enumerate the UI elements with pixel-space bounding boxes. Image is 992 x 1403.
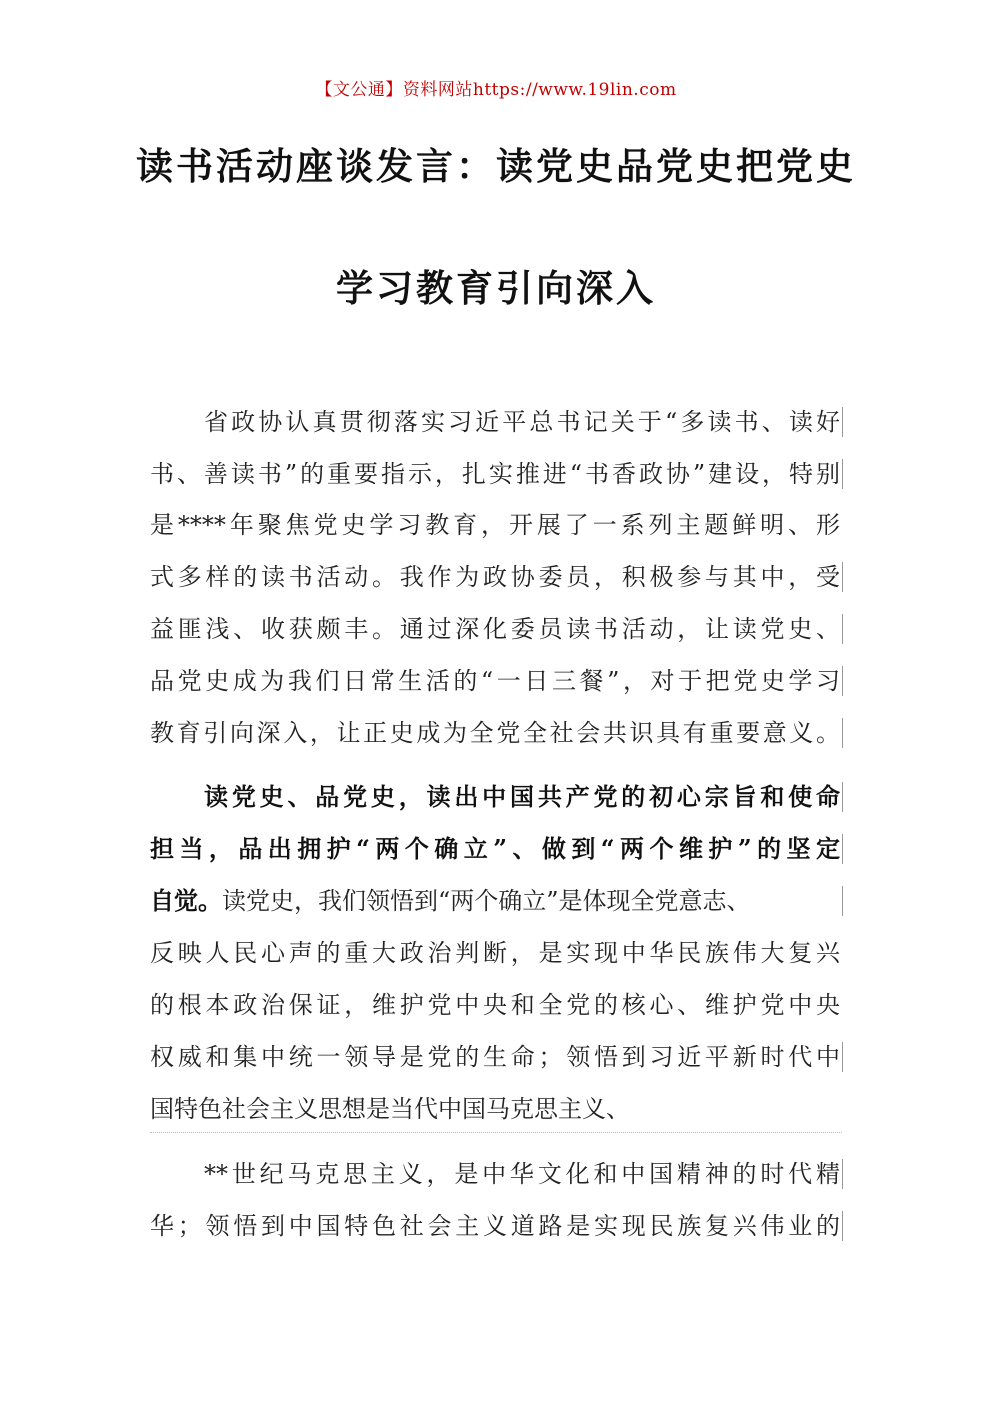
p1-line-5: 益匪浅、收获颇丰。通过深化委员读书活动，让读党史、 [150,615,840,643]
margin-mark [842,718,843,748]
margin-mark [842,834,843,864]
margin-mark [842,459,843,489]
p2-line-5: 的根本政治保证，维护党中央和全党的核心、维护党中央 [150,991,840,1019]
margin-mark [842,614,843,644]
p2-line-3-rest: 读党史，我们领悟到“两个确立”是体现全党意志、 [222,887,751,915]
p1-line-3: 是****年聚焦党史学习教育，开展了一系列主题鲜明、形 [150,511,840,539]
margin-mark [842,666,843,696]
margin-mark [842,782,843,812]
margin-mark [842,1042,843,1072]
margin-mark [842,1159,843,1189]
page-break-line [150,1132,842,1134]
title-line-1: 读书活动座谈发言：读党史品党史把党史 [136,144,856,188]
p2-heading-line-2: 担当，品出拥护“两个确立”、做到“两个维护”的坚定 [150,834,840,863]
p1-line-7: 教育引向深入，让正史成为全党全社会共识具有重要意义。 [150,719,840,747]
p2-line-6: 权威和集中统一领导是党的生命；领悟到习近平新时代中 [150,1043,840,1071]
p3-line-1: **世纪马克思主义，是中华文化和中国精神的时代精 [204,1160,840,1188]
site-header: 【文公通】资料网站https://www.19lin.com [315,80,677,100]
p2-heading-line-3: 自觉。 [150,886,222,915]
p2-line-7: 国特色社会主义思想是当代中国马克思主义、 [150,1095,630,1123]
p1-line-1: 省政协认真贯彻落实习近平总书记关于“多读书、读好 [204,408,840,436]
margin-mark [842,886,843,916]
margin-mark [842,1211,843,1241]
title-line-2: 学习教育引向深入 [336,266,656,310]
p2-heading-line-1: 读党史、品党史，读出中国共产党的初心宗旨和使命 [204,782,840,811]
margin-mark [842,407,843,437]
p1-line-2: 书、善读书”的重要指示，扎实推进“书香政协”建设，特别 [150,460,840,488]
p3-line-2: 华；领悟到中国特色社会主义道路是实现民族复兴伟业的 [150,1212,840,1240]
margin-mark [842,562,843,592]
p1-line-6: 品党史成为我们日常生活的“一日三餐”，对于把党史学习 [150,667,840,695]
p2-line-4: 反映人民心声的重大政治判断，是实现中华民族伟大复兴 [150,939,840,967]
p1-line-4: 式多样的读书活动。我作为政协委员，积极参与其中，受 [150,563,840,591]
p2-line-3 [150,886,840,916]
